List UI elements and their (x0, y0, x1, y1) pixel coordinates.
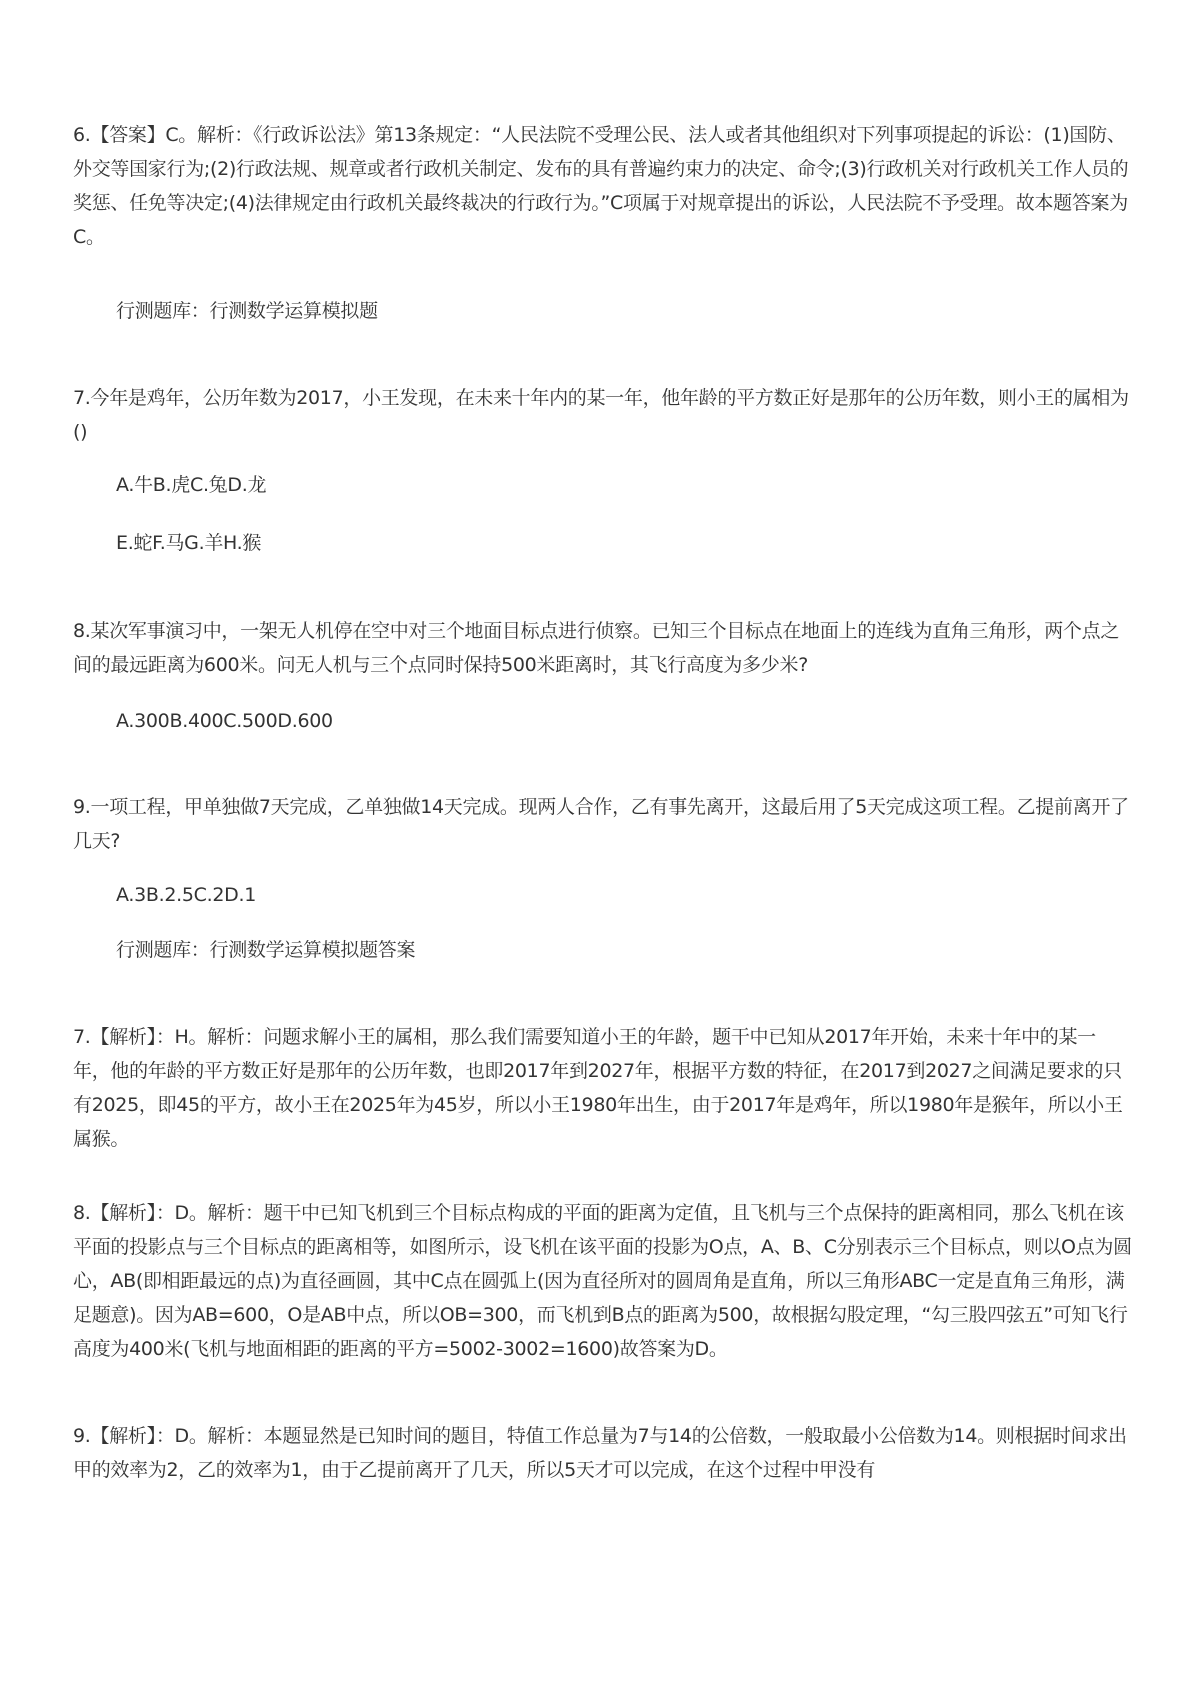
question-bank-label: 行测题库：行测数学运算模拟题 (116, 300, 378, 322)
answer-9-paragraph: 9.【解析】：D。解析：本题显然是已知时间的题目，特值工作总量为7与14的公倍数，一般取最小公倍数为14。则根据时间求出甲的效率为2，乙的效率为1，由于乙提前离开了几天，所以5天才可以完成，在这个过程中甲没有 (73, 1425, 1127, 1481)
question-7: 7.今年是鸡年，公历年数为2017，小王发现，在未来十年内的某一年，他年龄的平方数正好是那年的公历年数，则小王的属相为() (73, 387, 1129, 443)
answer-7-paragraph: 7.【解析】：H。解析：问题求解小王的属相，那么我们需要知道小王的年龄，题干中已知从2017年开始，未来十年中的某一年，他的年龄的平方数正好是那年的公历年数，也即2017年到2027年，根据平方数的特征，在2017到2027之间满足要求的只有2025，即45的平方，故小王在2025年为45岁，所以小王1980年出生，由于2017年是鸡年，所以1980年是猴年，所以小王属猴。 (73, 1026, 1123, 1150)
question-7-options-e-h: E.蛇F.马G.羊H.猴 (116, 532, 262, 554)
answer-8-paragraph: 8.【解析】：D。解析：题干中已知飞机到三个目标点构成的平面的距离为定值，且飞机与三个点保持的距离相同，那么飞机在该平面的投影点与三个目标点的距离相等，如图所示，设飞机在该平面的投影为O点，A、B、C分别表示三个目标点，则以O点为圆心，AB(即相距最远的点)为直径画圆，其中C点在圆弧上(因为直径所对的圆周角是直角，所以三角形ABC一定是直角三角形，满足题意)。因为AB=600，O是AB中点，所以OB=300，而飞机到B点的距离为500，故根据勾股定理，“勾三股四弦五”可知飞行高度为400米(飞机与地面相距的距离的平方=5002-3002=1600)故答案为D。 (73, 1202, 1132, 1360)
question-8-options: A.300B.400C.500D.600 (116, 710, 333, 732)
question-9: 9.一项工程，甲单独做7天完成，乙单独做14天完成。现两人合作，乙有事先离开，这最后用了5天完成这项工程。乙提前离开了几天? (73, 796, 1129, 852)
question-8: 8.某次军事演习中，一架无人机停在空中对三个地面目标点进行侦察。已知三个目标点在地面上的连线为直角三角形，两个点之间的最远距离为600米。问无人机与三个点同时保持500米距离时，其飞行高度为多少米? (73, 620, 1120, 676)
question-9-options: A.3B.2.5C.2D.1 (116, 884, 257, 906)
question-bank-answer-label: 行测题库：行测数学运算模拟题答案 (116, 939, 416, 961)
question-7-options-a-d: A.牛B.虎C.兔D.龙 (116, 474, 267, 496)
answer-6-paragraph: 6.【答案】C。解析：《行政诉讼法》第13条规定：“人民法院不受理公民、法人或者其他组织对下列事项提起的诉讼：(1)国防、外交等国家行为;(2)行政法规、规章或者行政机关制定、发布的具有普遍约束力的决定、命令;(3)行政机关对行政机关工作人员的奖惩、任免等决定;(4)法律规定由行政机关最终裁决的行政行为。”C项属于对规章提出的诉讼，人民法院不予受理。故本题答案为C。 (73, 124, 1129, 248)
